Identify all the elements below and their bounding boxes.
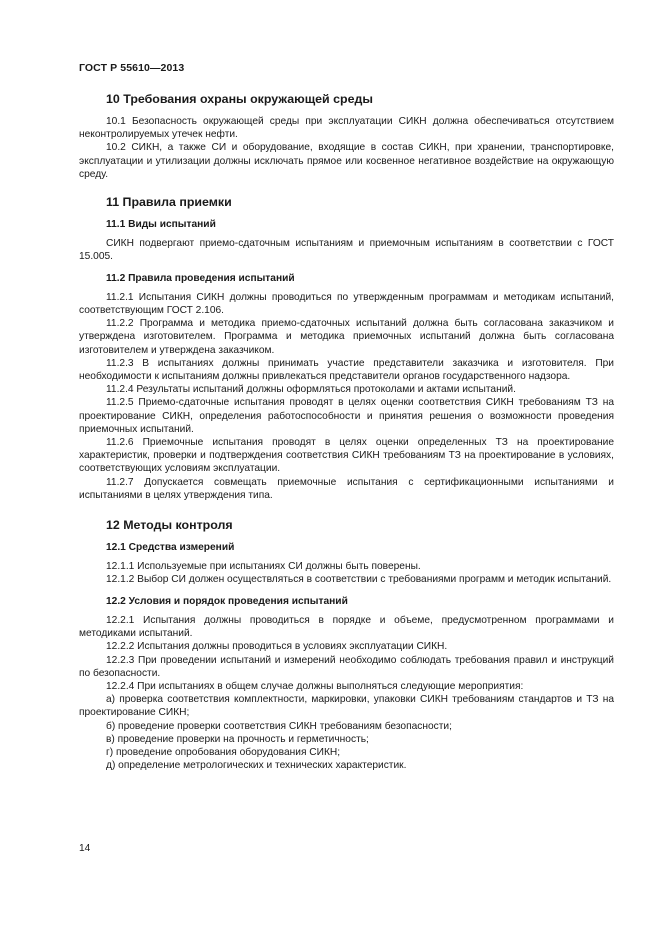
paragraph: 11.2.2 Программа и методика приемо-сдаточных испытаний должна быть согласована заказчиком и утверждена изготовителем. Программа и методика приемочных испытаний должна быть согласована изготовителем и утверждена заказчиком. — [79, 318, 614, 356]
paragraph: 11.2.6 Приемочные испытания проводят в целях оценки определенных ТЗ на проектирование характеристик, проверки и подтверждения соответствия СИКН требованиям ТЗ на проектирование в условиях, соответствующих условиям эксплуатации. — [79, 437, 614, 475]
subsection-title: 11.2 Правила проведения испытаний — [106, 272, 295, 284]
subsection-12-1 — [79, 541, 614, 587]
subsection-11-1 — [79, 218, 614, 264]
paragraph: 11.2.1 Испытания СИКН должны проводиться по утвержденным программам и методикам испытаний, соответствующим ГОСТ 2.106. — [79, 291, 614, 317]
subsection-title: 12.2 Условия и порядок проведения испытаний — [106, 595, 348, 607]
paragraph: 11.2.4 Результаты испытаний должны оформляться протоколами и актами испытаний. — [106, 384, 516, 396]
paragraph: 12.2.4 При испытаниях в общем случае должны выполняться следующие мероприятия: — [106, 680, 524, 692]
document-body — [79, 92, 614, 786]
section-title: 11 Правила приемки — [106, 195, 232, 210]
section-10 — [79, 92, 614, 181]
paragraph: 10.1 Безопасность окружающей среды при эксплуатации СИКН должна обеспечиваться отсутствием неконтролируемых утечек нефти. — [79, 116, 614, 141]
section-11 — [79, 195, 614, 502]
list-item: д) определение метрологических и технических характеристик. — [106, 760, 407, 772]
list-item: б) проведение проверки соответствия СИКН требованиям безопасности; — [106, 720, 452, 732]
paragraph: 11.2.7 Допускается совмещать приемочные испытания с сертификационными испытаниями и испытаниями в целях утверждения типа. — [79, 476, 614, 501]
list-item: в) проведение проверки на прочность и герметичность; — [106, 733, 369, 745]
page-number: 14 — [79, 843, 91, 854]
standard-code-header: ГОСТ Р 55610—2013 — [79, 62, 185, 74]
subsection-title: 12.1 Средства измерений — [106, 542, 235, 554]
paragraph: 12.2.2 Испытания должны проводиться в условиях эксплуатации СИКН. — [106, 641, 448, 653]
paragraph: 12.2.3 При проведении испытаний и измерений необходимо соблюдать требования правил и инструкций по безопасности. — [79, 654, 614, 679]
section-12 — [79, 518, 614, 772]
list-item: а) проверка соответствия комплектности, маркировки, упаковки СИКН требованиям стандартов и ТЗ на проектирование СИКН; — [79, 694, 614, 719]
subsection-title: 11.1 Виды испытаний — [106, 219, 216, 231]
paragraph: СИКН подвергают приемо-сдаточным испытаниям и приемочным испытаниям в соответствии с ГОСТ 15.005. — [79, 238, 614, 263]
paragraph: 11.2.3 В испытаниях должны принимать участие представители заказчика и изготовителя. При необходимости к испытаниям должны привлекаться представители органов государственного надзора. — [79, 357, 614, 383]
subsection-12-2 — [79, 595, 614, 773]
paragraph: 12.1.1 Используемые при испытаниях СИ должны быть поверены. — [106, 561, 421, 573]
paragraph: 10.2 СИКН, а также СИ и оборудование, входящие в состав СИКН, при хранении, транспортировке, эксплуатации и утилизации должны исключать прямое или косвенное негативное воздействие на окружающую среду. — [79, 142, 614, 180]
paragraph: 12.2.1 Испытания должны проводиться в порядке и объеме, предусмотренном программами и методиками испытаний. — [79, 614, 614, 640]
subsection-11-2 — [79, 272, 614, 502]
list-item: г) проведение опробования оборудования СИКН; — [106, 746, 341, 758]
paragraph: 12.1.2 Выбор СИ должен осуществляться в соответствии с требованиями программ и методик испытаний. — [106, 574, 612, 586]
section-title: 10 Требования охраны окружающей среды — [106, 92, 373, 106]
section-title: 12 Методы контроля — [106, 518, 233, 533]
paragraph: 11.2.5 Приемо-сдаточные испытания проводят в целях оценки соответствия СИКН требованиям ТЗ на проектирование СИКН, определения работоспособности и принятия решения о возможности проведения приемочных испытаний. — [79, 397, 614, 435]
